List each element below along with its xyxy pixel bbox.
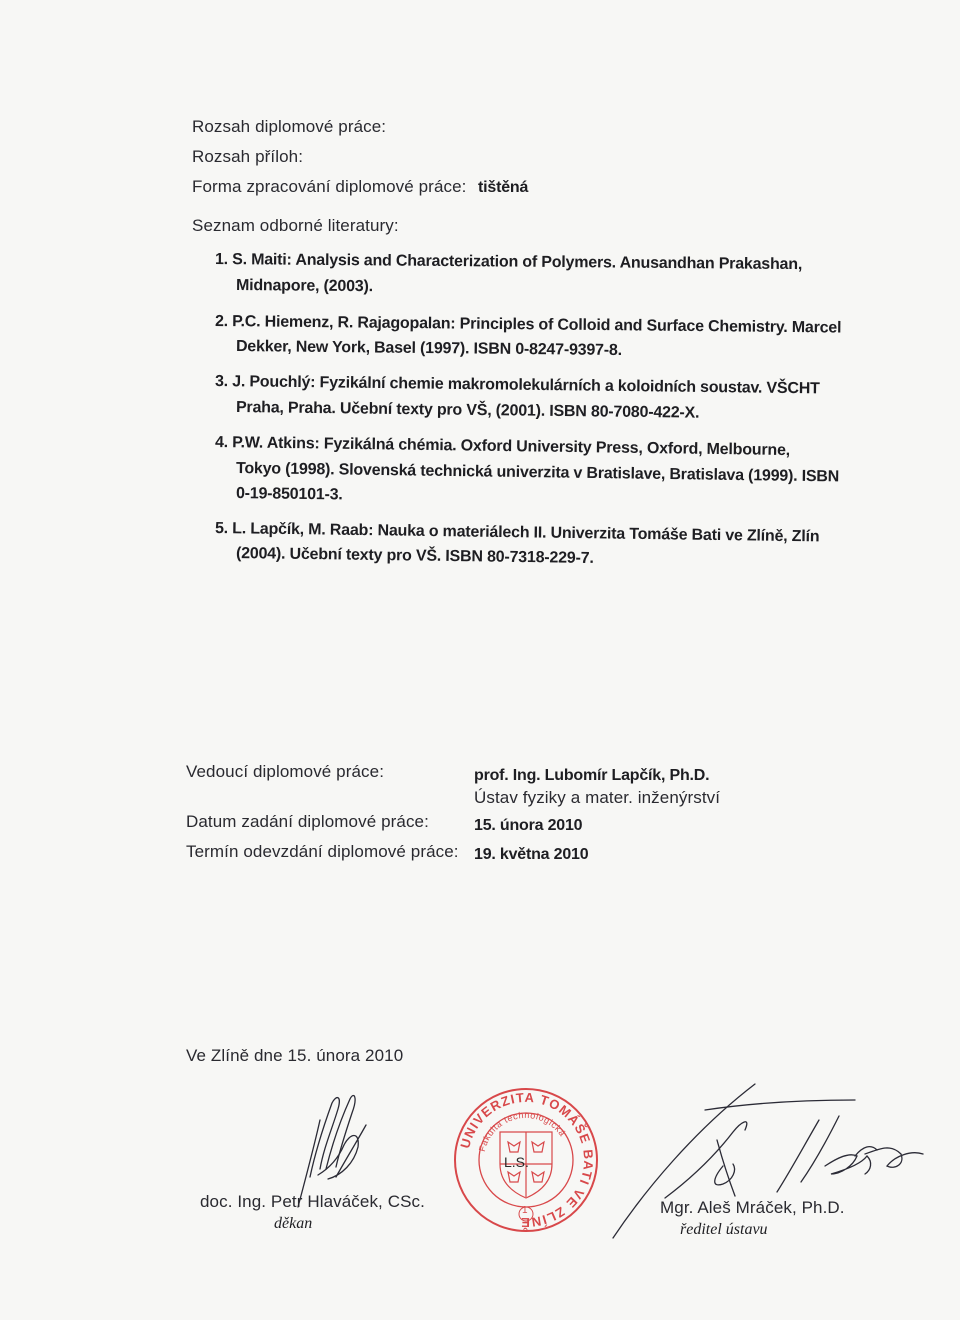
director-signature-icon bbox=[605, 1070, 935, 1250]
assigned-date-value: 15. února 2010 bbox=[474, 817, 583, 834]
literature-item-line: 5. L. Lapčík, M. Raab: Nauka o materiálech II. Univerzita Tomáše Bati ve Zlíně, Zlín bbox=[214, 520, 820, 546]
supervisor-name: prof. Ing. Lubomír Lapčík, Ph.D. bbox=[474, 767, 710, 784]
processing-form-label: Forma zpracování diplomové práce: bbox=[192, 177, 467, 196]
stamp-center-text: L.S. bbox=[504, 1154, 529, 1170]
supervisor-department: Ústav fyziky a mater. inženýrství bbox=[474, 788, 721, 807]
thesis-scope-label: Rozsah diplomové práce: bbox=[192, 117, 387, 136]
literature-item-line: Midnapore, (2003). bbox=[235, 277, 373, 296]
director-name: Mgr. Aleš Mráček, Ph.D. bbox=[660, 1198, 845, 1217]
literature-title: Seznam odborné literatury: bbox=[192, 216, 399, 235]
literature-item-line: (2004). Učební texty pro VŠ. ISBN 80-7318-229-7. bbox=[235, 545, 594, 567]
stamp-number: 1 bbox=[522, 1205, 528, 1216]
dean-name: doc. Ing. Petr Hlaváček, CSc. bbox=[200, 1192, 425, 1211]
literature-item-line: 4. P.W. Atkins: Fyzikálná chémia. Oxford University Press, Oxford, Melbourne, bbox=[214, 434, 791, 460]
processing-form-value: tištěná bbox=[478, 179, 529, 196]
official-stamp bbox=[452, 1086, 600, 1234]
place-date: Ve Zlíně dne 15. února 2010 bbox=[186, 1046, 404, 1065]
literature-item-line: 0-19-850101-3. bbox=[235, 485, 343, 504]
stamp-inner-text: Fakulta technologická bbox=[476, 1109, 568, 1153]
attachments-scope-label: Rozsah příloh: bbox=[192, 147, 304, 166]
literature-item-line: Praha, Praha. Učební texty pro VŠ, (2001). ISBN 80-7080-422-X. bbox=[235, 399, 700, 422]
literature-item-line: Dekker, New York, Basel (1997). ISBN 0-8247-9397-8. bbox=[235, 338, 622, 360]
supervisor-label: Vedoucí diplomové práce: bbox=[186, 762, 385, 781]
dean-title: děkan bbox=[274, 1215, 313, 1232]
literature-item-line: 2. P.C. Hiemenz, R. Rajagopalan: Principles of Colloid and Surface Chemistry. Marcel bbox=[214, 313, 842, 337]
due-date-value: 19. května 2010 bbox=[474, 846, 589, 863]
literature-item-line: 3. J. Pouchlý: Fyzikální chemie makromolekulárních a koloidních soustav. VŠCHT bbox=[214, 373, 820, 398]
due-date-label: Termín odevzdání diplomové práce: bbox=[186, 842, 459, 861]
assigned-date-label: Datum zadání diplomové práce: bbox=[186, 812, 429, 831]
literature-item-line: Tokyo (1998). Slovenská technická univerzita v Bratislave, Bratislava (1999). ISBN bbox=[235, 460, 840, 486]
literature-item-line: 1. S. Maiti: Analysis and Characterization of Polymers. Anusandhan Prakashan, bbox=[214, 251, 803, 274]
director-title: ředitel ústavu bbox=[680, 1221, 768, 1238]
stamp-ring-text: UNIVERZITA TOMÁŠE BATI VE ZLÍNĚ bbox=[457, 1089, 597, 1231]
